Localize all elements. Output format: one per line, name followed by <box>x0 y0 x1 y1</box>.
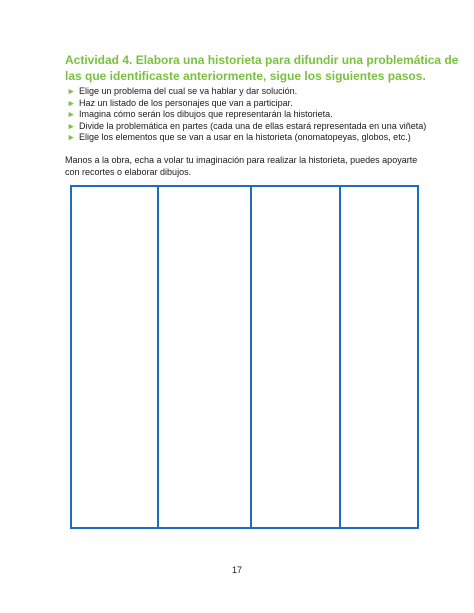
green-triangle-bullet-icon: ► <box>67 120 76 131</box>
step-text: Divide la problemática en partes (cada una de ellas estará representada en una viñeta) <box>79 120 427 131</box>
step-item <box>67 132 433 144</box>
activity-heading-line-2: las que identificaste anteriormente, sigue los siguientes pasos. <box>65 69 426 83</box>
page-number: 17 <box>231 565 242 575</box>
comic-panel-4[interactable] <box>341 187 417 527</box>
comic-panel-3[interactable] <box>252 187 341 527</box>
step-text: Elige los elementos que se van a usar en la historieta (onomatopeyas, globos, etc.) <box>79 132 411 142</box>
intro-paragraph: Manos a la obra, echa a volar tu imaginación para realizar la historieta, puedes apoyarte con recortes o elaborar dibujos. <box>65 155 418 177</box>
step-text: Elige un problema del cual se va hablar y dar solución. <box>79 86 298 96</box>
comic-strip-frame <box>70 185 419 529</box>
step-text: Haz un listado de los personajes que van a participar. <box>79 97 293 108</box>
green-triangle-bullet-icon: ► <box>67 86 76 96</box>
step-text: Imagina cómo serán los dibujos que representarán la historieta. <box>79 109 333 119</box>
activity-heading <box>65 52 459 84</box>
green-triangle-bullet-icon: ► <box>67 109 76 119</box>
steps-list <box>67 86 433 144</box>
step-item <box>67 98 433 110</box>
comic-panel-1[interactable] <box>72 187 159 527</box>
activity-heading-line-1: Actividad 4. Elabora una historieta para difundir una problemática de <box>65 53 459 67</box>
green-triangle-bullet-icon: ► <box>67 97 76 108</box>
step-item <box>67 109 433 121</box>
comic-panel-2[interactable] <box>159 187 252 527</box>
step-item <box>67 86 433 98</box>
green-triangle-bullet-icon: ► <box>67 132 76 142</box>
step-item <box>67 121 433 133</box>
